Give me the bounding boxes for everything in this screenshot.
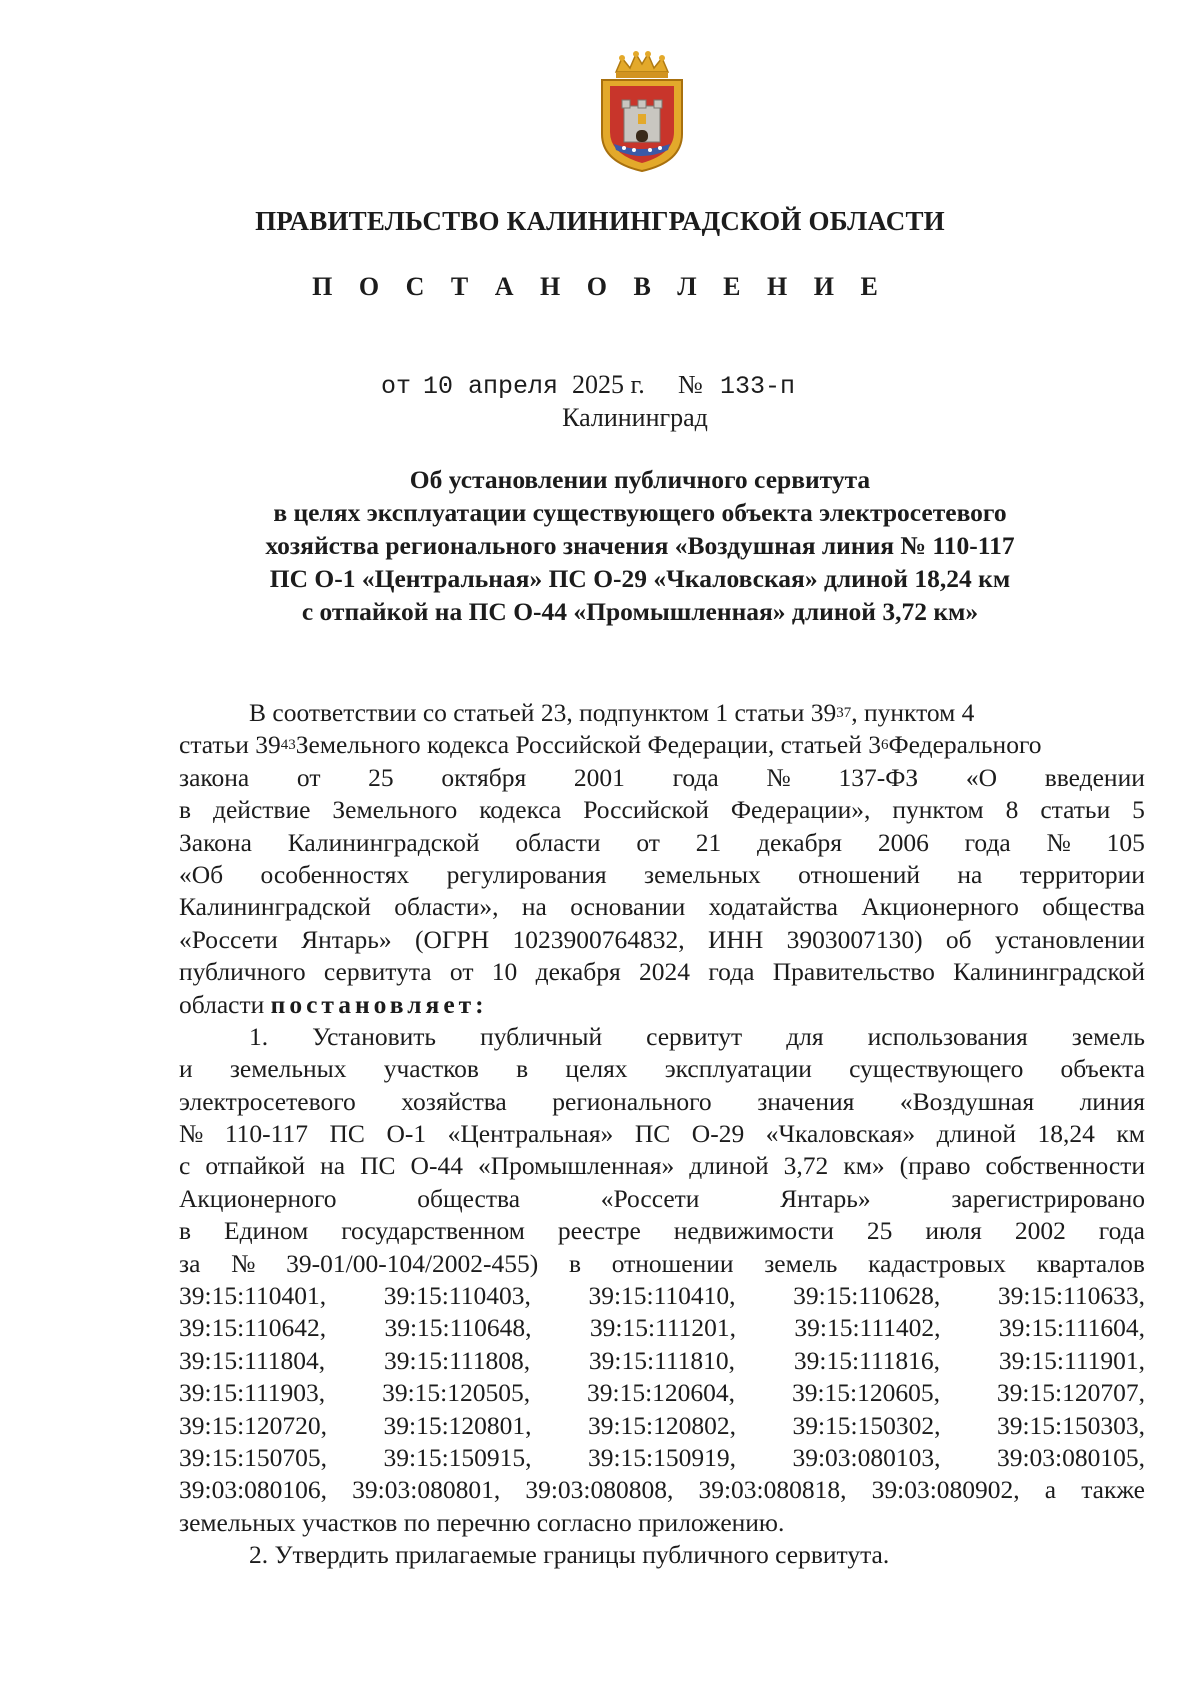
word: регионального [552,1086,712,1116]
word: 3,72 [783,1151,829,1181]
word: 21 [695,827,722,857]
word: 105 [1106,827,1145,857]
word: 2006 [877,827,929,857]
cadastral-quarters-row [179,1442,1145,1474]
word: кварталов [1036,1248,1145,1278]
word: ходатайства [708,892,838,922]
word: ПС [634,1119,671,1149]
text-line [179,1248,1145,1280]
word: 1023900764832, [512,924,685,954]
word: декабря [535,957,621,987]
cadastral-quarter: 39:15:150919, [587,1442,737,1472]
text-line [179,1086,1145,1118]
city-name: Калининград [562,403,708,432]
cadastral-quarter: 39:15:150302, [792,1410,941,1440]
word: «Об [179,859,224,889]
word: хозяйства [401,1086,507,1116]
word: км» [843,1151,885,1181]
word: «Промышленная» [477,1151,675,1181]
cadastral-quarter: 39:15:110628, [793,1281,941,1311]
word: № [766,762,791,792]
cadastral-quarters-row [179,1377,1145,1409]
word: области [515,827,601,857]
cadastral-quarter: 39:15:120802, [587,1410,737,1440]
word: собственности [985,1151,1145,1181]
cadastral-quarter: 39:15:111816, [793,1345,941,1375]
cadastral-quarters-row [179,1312,1145,1344]
date-year: 2025 г. [572,370,645,399]
word: на [957,859,983,889]
word: Земельного [332,795,458,825]
text-line [179,1150,1145,1182]
cadastral-quarter: 39:15:111903, [179,1378,326,1408]
cadastral-quarters-row [179,1410,1145,1442]
government-heading: ПРАВИТЕЛЬСТВО КАЛИНИНГРАДСКОЙ ОБЛАСТИ [255,206,945,236]
cadastral-quarter: 39:15:111901, [998,1345,1145,1375]
word: Акционерного [179,1183,337,1213]
cadastral-quarter: 39:15:120505, [382,1378,531,1408]
cadastral-quarter: 39:15:150915, [383,1442,532,1472]
word: закона [179,762,250,792]
cadastral-quarter: 39:03:080105, [996,1442,1145,1472]
word: публичного [179,957,306,987]
word: эксплуатации [664,1054,812,1084]
word: объекта [1060,1054,1145,1084]
resolves-word: постановляет: [270,989,488,1019]
title-line: хозяйства регионального значения «Воздушная линия № 110-117 [265,531,1015,560]
document-body [179,697,1145,1572]
word: 2024 [639,957,690,987]
word: 39:03:080106, [179,1475,328,1505]
text-line [179,891,1145,923]
word: в [516,1054,529,1084]
word: 2001 [573,762,625,792]
text-line [179,697,1145,729]
cadastral-quarter: 39:15:111810, [588,1345,736,1375]
cadastral-quarters-row [179,1345,1145,1377]
word: 5 [1132,795,1145,825]
word: 18,24 [1037,1119,1095,1149]
title-line: в целях эксплуатации существующего объекта электросетевого [273,498,1007,527]
text-line [179,1021,1145,1053]
word: Калининградской [179,892,371,922]
word: Калининградской [953,957,1145,987]
cadastral-quarter: 39:15:120720, [179,1410,328,1440]
word: регулирования [446,859,607,889]
cadastral-quarter: 39:15:110401, [179,1281,327,1311]
word: О-44 [410,1151,463,1181]
word: недвижимости [673,1216,834,1246]
word: кодекса [479,795,562,825]
text-line [179,989,1145,1021]
word: № [1046,827,1071,857]
word: земельных [229,1054,347,1084]
word: и [179,1054,193,1084]
word: в [179,795,192,825]
cadastral-quarter: 39:15:110410, [588,1281,736,1311]
cadastral-quarter: 39:15:120801, [383,1410,532,1440]
word: земельных [644,859,761,889]
cadastral-quarter: 39:15:120707, [996,1378,1145,1408]
word: отношении [611,1248,734,1278]
word: 1. [249,1021,269,1051]
text-line [179,1474,1145,1506]
word: области», [394,892,499,922]
word: 8 [1005,795,1019,825]
word: № [179,1119,204,1149]
word: (ОГРН [414,924,490,954]
word: 10 [491,957,518,987]
word: от [636,827,660,857]
word: Установить [312,1021,437,1051]
word: электросетевого [179,1086,356,1116]
word: «Россети [600,1183,700,1213]
text-line [179,924,1145,956]
word: введении [1044,762,1145,792]
word: 2002 [1014,1216,1066,1246]
word: длиной [936,1119,1016,1149]
word: декабря [756,827,843,857]
cadastral-quarter: 39:15:150705, [179,1442,328,1472]
word: Правительство [772,957,935,987]
cadastral-quarter: 39:15:110403, [383,1281,531,1311]
word: использования [867,1021,1028,1051]
word: сервитута [323,957,432,987]
word: особенностях [260,859,410,889]
word: года [672,762,719,792]
text-line [179,762,1145,794]
word: также [1081,1475,1145,1505]
word: Янтарь» [780,1183,871,1213]
text-line [179,1053,1145,1085]
word: установлении [994,924,1145,954]
cadastral-quarter: 39:15:111808, [383,1345,531,1375]
word: 39:03:080801, [352,1475,501,1505]
cadastral-quarters-row [179,1280,1145,1312]
word: 25 [866,1216,893,1246]
word: года [708,957,755,987]
cadastral-quarter: 39:15:110633, [997,1281,1145,1311]
word: длиной [689,1151,769,1181]
cadastral-quarter: 39:03:080103, [792,1442,941,1472]
word: зарегистрировано [951,1183,1145,1213]
date-from-label: от [381,372,412,401]
coat-of-arms-icon [594,50,690,175]
word: отношений [798,859,921,889]
word: а [1044,1475,1057,1505]
text-line [179,1118,1145,1150]
word: (право [899,1151,971,1181]
word: «О [965,762,998,792]
word: отпайкой [205,1151,306,1181]
word: Акционерного [861,892,1019,922]
word: Российской [583,795,709,825]
number-sign: № [678,370,703,399]
word: Федерации», [730,795,871,825]
word: ПС [360,1151,396,1181]
word: сервитут [646,1021,743,1051]
word: № [231,1248,256,1278]
word: 39-01/00-104/2002-455) [286,1248,539,1278]
word: 39:03:080902, [871,1475,1020,1505]
title-line: с отпайкой на ПС О-44 «Промышленная» длиной 3,72 км» [301,597,979,626]
word: «Чкаловская» [765,1119,916,1149]
word: на [521,892,547,922]
word: О-29 [691,1119,745,1149]
word: от [296,762,321,792]
cadastral-quarter: 39:15:111804, [179,1345,326,1375]
word: «Россети [179,924,278,954]
word: Янтарь» [301,924,392,954]
word: для [786,1021,824,1051]
word: действие [213,795,311,825]
word: Калининградской [287,827,480,857]
word: года [964,827,1011,857]
word: «Центральная» [447,1119,614,1149]
text-line: земельных участков по перечню согласно приложению. [179,1507,785,1537]
word: года [1098,1216,1145,1246]
word: км [1116,1119,1145,1149]
cadastral-quarter: 39:15:110648, [384,1313,532,1343]
word: статьи [1040,795,1111,825]
word: реестре [557,1216,641,1246]
cadastral-quarter: 39:15:110642, [179,1313,327,1343]
title-line: ПС О-1 «Центральная» ПС О-29 «Чкаловская» длиной 18,24 км [269,564,1011,593]
word: пунктом [892,795,984,825]
word: О-1 [386,1119,427,1149]
date-day-month: 10 апреля [423,372,559,401]
cadastral-quarter: 39:15:111402, [794,1313,941,1343]
document-number: 133-п [720,372,796,401]
cadastral-quarter: 39:15:120604, [587,1378,736,1408]
word: «Воздушная [899,1086,1035,1116]
word: в [568,1248,581,1278]
word: за [179,1248,201,1278]
word: территории [1019,859,1145,889]
word: 25 [368,762,394,792]
word: государственном [341,1216,525,1246]
word: Закона [179,827,252,857]
word: линия [1079,1086,1145,1116]
document-title [190,463,1090,628]
word: существующего [849,1054,1024,1084]
word: земель [764,1248,838,1278]
document-type-heading: П О С Т А Н О В Л Е Н И Е [312,272,888,301]
text-line [179,729,1145,761]
cadastral-quarter: 39:15:120605, [791,1378,941,1408]
text-line: 2. Утвердить прилагаемые границы публичного сервитута. [249,1540,890,1570]
word: на [320,1151,346,1181]
text-segment: области [179,989,265,1019]
cadastral-quarter: 39:15:111604, [998,1313,1145,1343]
word: об [945,924,972,954]
title-line: Об установлении публичного сервитута [409,465,871,494]
text-line [179,1215,1145,1247]
word: публичный [480,1021,603,1051]
word: 110-117 [224,1119,308,1149]
word: 3903007130) [786,924,923,954]
word: общества [417,1183,521,1213]
word: в [179,1216,192,1246]
word: земель [1071,1021,1145,1051]
text-line [179,1183,1145,1215]
text-segment: статьи $39^{43}Земельного$ кодекса Российской Федерации, статьей $3^6Федерального$ [179,730,1042,760]
word: 137-ФЗ [838,762,919,792]
word: 39:03:080818, [698,1475,847,1505]
word: значения [757,1086,855,1116]
word: с [179,1151,191,1181]
text-line [179,956,1145,988]
word: июля [925,1216,982,1246]
word: октября [441,762,527,792]
text-line [179,827,1145,859]
word: целях [565,1054,628,1084]
word: ПС [329,1119,365,1149]
text-segment: В соответствии со статьей 23, подпунктом 1 статьи $39^{37}$, пунктом 4 [249,698,975,727]
text-line [179,859,1145,891]
word: общества [1042,892,1145,922]
word: участков [383,1054,479,1084]
cadastral-quarter: 39:15:150303, [996,1410,1145,1440]
word: от [449,957,474,987]
word: 39:03:080808, [525,1475,674,1505]
document-dateline [0,370,1200,402]
cadastral-quarter: 39:15:111201, [589,1313,737,1343]
word: ИНН [708,924,764,954]
text-line [179,794,1145,826]
word: Едином [224,1216,309,1246]
word: кадастровых [868,1248,1006,1278]
word: основании [570,892,686,922]
